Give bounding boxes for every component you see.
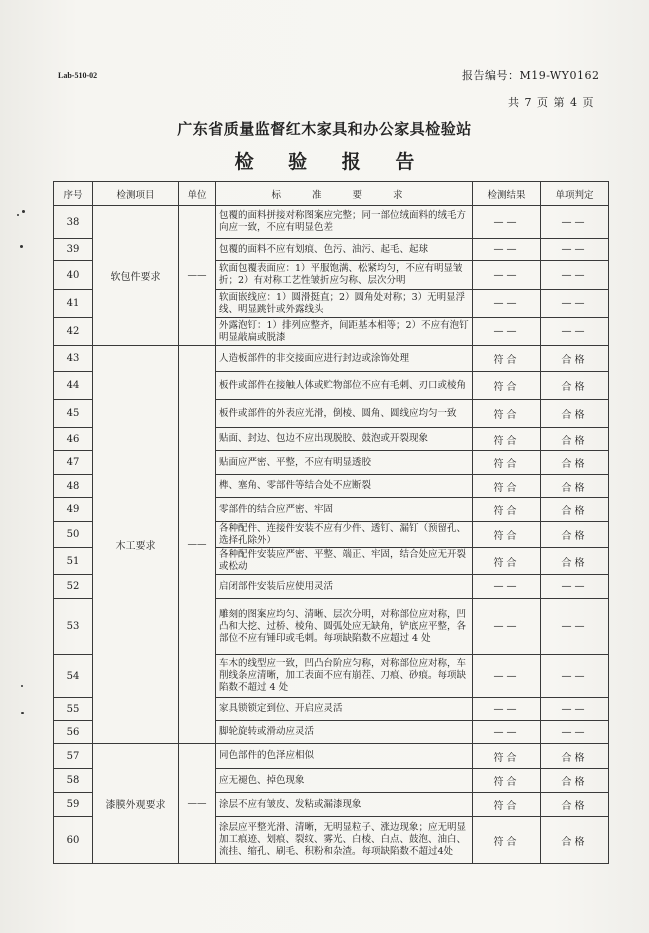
test-result: 符合 bbox=[473, 372, 541, 400]
header-item: 检测项目 bbox=[93, 182, 179, 206]
item-judgement: —— bbox=[541, 698, 609, 721]
lab-code: Lab-510-02 bbox=[58, 71, 98, 80]
test-result: —— bbox=[473, 721, 541, 744]
header-standard: 标 准 要 求 bbox=[216, 182, 473, 206]
row-number: 52 bbox=[54, 575, 93, 599]
unit-dash: —— bbox=[187, 270, 207, 281]
standard-requirement: 外露泡钉：1）排列应整齐，间距基本相等；2）不应有泡钉明显敲扁或脱漆 bbox=[216, 318, 473, 346]
test-result: —— bbox=[473, 318, 541, 346]
row-number: 42 bbox=[54, 318, 93, 346]
unit-cell bbox=[179, 206, 216, 346]
test-result: 符合 bbox=[473, 744, 541, 769]
header-judgement: 单项判定 bbox=[541, 182, 609, 206]
standard-requirement: 贴面、封边、包边不应出现脱胶、鼓泡或开裂现象 bbox=[216, 428, 473, 451]
standard-requirement: 启闭部件安装后应使用灵活 bbox=[216, 575, 473, 599]
item-judgement: 合格 bbox=[541, 744, 609, 769]
standard-requirement: 贴面应严密、平整，不应有明显透胶 bbox=[216, 451, 473, 475]
standard-requirement: 榫、塞角、零部件等结合处不应断裂 bbox=[216, 475, 473, 498]
standard-requirement: 零部件的结合应严密、牢固 bbox=[216, 498, 473, 522]
item-judgement: —— bbox=[541, 599, 609, 655]
table-row bbox=[54, 206, 609, 239]
table-row bbox=[54, 346, 609, 372]
test-result: 符合 bbox=[473, 428, 541, 451]
item-judgement: —— bbox=[541, 239, 609, 261]
test-result: —— bbox=[473, 575, 541, 599]
table-body bbox=[54, 206, 609, 864]
item-judgement: 合格 bbox=[541, 400, 609, 428]
standard-requirement: 雕刻的图案应均匀、清晰、层次分明，对称部位应对称，凹凸和大挖、过桥、棱角、圆弧处应无缺角，铲底应平整，各部位不应有锤印或毛刺。每项缺陷数不应超过 4 处 bbox=[216, 599, 473, 655]
unit-cell bbox=[179, 744, 216, 864]
item-judgement: 合格 bbox=[541, 498, 609, 522]
standard-requirement: 车木的线型应一致，凹凸台阶应匀称，对称部位应对称，车削线条应清晰，加工表面不应有崩茬、刀痕、砂痕。每项缺陷数不超过 4 处 bbox=[216, 655, 473, 698]
item-judgement: 合格 bbox=[541, 372, 609, 400]
table-row bbox=[54, 744, 609, 769]
header-result: 检测结果 bbox=[473, 182, 541, 206]
standard-requirement: 包覆的面料不应有划痕、色污、油污、起毛、起球 bbox=[216, 239, 473, 261]
unit-dash: —— bbox=[187, 798, 207, 809]
test-result: 符合 bbox=[473, 498, 541, 522]
row-number: 43 bbox=[54, 346, 93, 372]
row-number: 49 bbox=[54, 498, 93, 522]
standard-requirement: 板件或部件在接触人体或贮物部位不应有毛刺、刃口或棱角 bbox=[216, 372, 473, 400]
row-number: 60 bbox=[54, 817, 93, 864]
item-judgement: 合格 bbox=[541, 769, 609, 793]
standard-requirement: 板件或部件的外表应光滑，倒棱、圆角、圆线应均匀一致 bbox=[216, 400, 473, 428]
organization-title: 广东省质量监督红木家具和办公家具检验站 bbox=[177, 120, 472, 138]
row-number: 38 bbox=[54, 206, 93, 239]
row-number: 56 bbox=[54, 721, 93, 744]
test-result: —— bbox=[473, 239, 541, 261]
standard-requirement: 软面嵌线应：1）圆滑挺直；2）圆角处对称；3）无明显浮线、明显跳针或外露线头 bbox=[216, 290, 473, 318]
standard-requirement: 家具锁锁定到位、开启应灵活 bbox=[216, 698, 473, 721]
test-result: 符合 bbox=[473, 522, 541, 548]
test-result: 符合 bbox=[473, 475, 541, 498]
test-item: 木工要求 bbox=[93, 346, 179, 744]
item-judgement: —— bbox=[541, 206, 609, 239]
row-number: 51 bbox=[54, 548, 93, 575]
item-judgement: —— bbox=[541, 290, 609, 318]
standard-requirement: 软面包覆表面应：1）平服饱满、松紧均匀，不应有明显皱折；2）有对称工艺性皱折应匀称、层次分明 bbox=[216, 261, 473, 290]
table-header-row bbox=[54, 182, 609, 206]
row-number: 40 bbox=[54, 261, 93, 290]
standard-requirement: 同色部件的色泽应相似 bbox=[216, 744, 473, 769]
test-item: 漆膜外观要求 bbox=[93, 744, 179, 864]
row-number: 45 bbox=[54, 400, 93, 428]
standard-requirement: 涂层应平整光滑、清晰，无明显粒子、涨边现象；应无明显加工痕迹、划痕、裂纹、雾光、白棱、白点、鼓泡、油白、流挂、缩孔、刷毛、积粉和杂渣。每项缺陷数不超过4处 bbox=[216, 817, 473, 864]
inspection-table bbox=[53, 181, 609, 864]
item-judgement: 合格 bbox=[541, 451, 609, 475]
report-number: 报告编号：M19-WY0162 bbox=[462, 69, 600, 82]
test-result: —— bbox=[473, 599, 541, 655]
row-number: 41 bbox=[54, 290, 93, 318]
test-result: —— bbox=[473, 261, 541, 290]
report-title: 检 验 报 告 bbox=[234, 151, 429, 173]
test-result: —— bbox=[473, 698, 541, 721]
page-count: 共 7 页 第 4 页 bbox=[508, 96, 595, 109]
standard-requirement: 包覆的面料拼接对称图案应完整；同一部位绒面料的绒毛方向应一致，不应有明显色差 bbox=[216, 206, 473, 239]
unit-cell bbox=[179, 346, 216, 744]
test-result: 符合 bbox=[473, 346, 541, 372]
test-result: 符合 bbox=[473, 451, 541, 475]
item-judgement: 合格 bbox=[541, 346, 609, 372]
row-number: 46 bbox=[54, 428, 93, 451]
item-judgement: —— bbox=[541, 655, 609, 698]
item-judgement: 合格 bbox=[541, 475, 609, 498]
test-result: 符合 bbox=[473, 400, 541, 428]
row-number: 39 bbox=[54, 239, 93, 261]
row-number: 50 bbox=[54, 522, 93, 548]
header-unit: 单位 bbox=[179, 182, 216, 206]
test-result: —— bbox=[473, 290, 541, 318]
row-number: 55 bbox=[54, 698, 93, 721]
row-number: 59 bbox=[54, 793, 93, 817]
row-number: 58 bbox=[54, 769, 93, 793]
test-item: 软包件要求 bbox=[93, 206, 179, 346]
item-judgement: —— bbox=[541, 721, 609, 744]
row-number: 57 bbox=[54, 744, 93, 769]
standard-requirement: 应无褪色、掉色现象 bbox=[216, 769, 473, 793]
item-judgement: 合格 bbox=[541, 428, 609, 451]
standard-requirement: 各种配件安装应严密、平整、端正、牢固，结合处应无开裂或松动 bbox=[216, 548, 473, 575]
item-judgement: 合格 bbox=[541, 793, 609, 817]
standard-requirement: 脚轮旋转或滑动应灵活 bbox=[216, 721, 473, 744]
row-number: 54 bbox=[54, 655, 93, 698]
test-result: 符合 bbox=[473, 769, 541, 793]
item-judgement: 合格 bbox=[541, 817, 609, 864]
row-number: 44 bbox=[54, 372, 93, 400]
item-judgement: 合格 bbox=[541, 548, 609, 575]
row-number: 48 bbox=[54, 475, 93, 498]
unit-dash: —— bbox=[187, 539, 207, 550]
standard-requirement: 各种配件、连接件安装不应有少件、透钉、漏钉（预留孔、选择孔除外） bbox=[216, 522, 473, 548]
item-judgement: —— bbox=[541, 318, 609, 346]
item-judgement: 合格 bbox=[541, 522, 609, 548]
item-judgement: —— bbox=[541, 575, 609, 599]
row-number: 47 bbox=[54, 451, 93, 475]
standard-requirement: 涂层不应有皱皮、发粘或漏漆现象 bbox=[216, 793, 473, 817]
test-result: —— bbox=[473, 206, 541, 239]
test-result: 符合 bbox=[473, 793, 541, 817]
test-result: 符合 bbox=[473, 548, 541, 575]
test-result: 符合 bbox=[473, 817, 541, 864]
item-judgement: —— bbox=[541, 261, 609, 290]
test-result: —— bbox=[473, 655, 541, 698]
standard-requirement: 人造板部件的非交接面应进行封边或涂饰处理 bbox=[216, 346, 473, 372]
row-number: 53 bbox=[54, 599, 93, 655]
header-no: 序号 bbox=[54, 182, 93, 206]
